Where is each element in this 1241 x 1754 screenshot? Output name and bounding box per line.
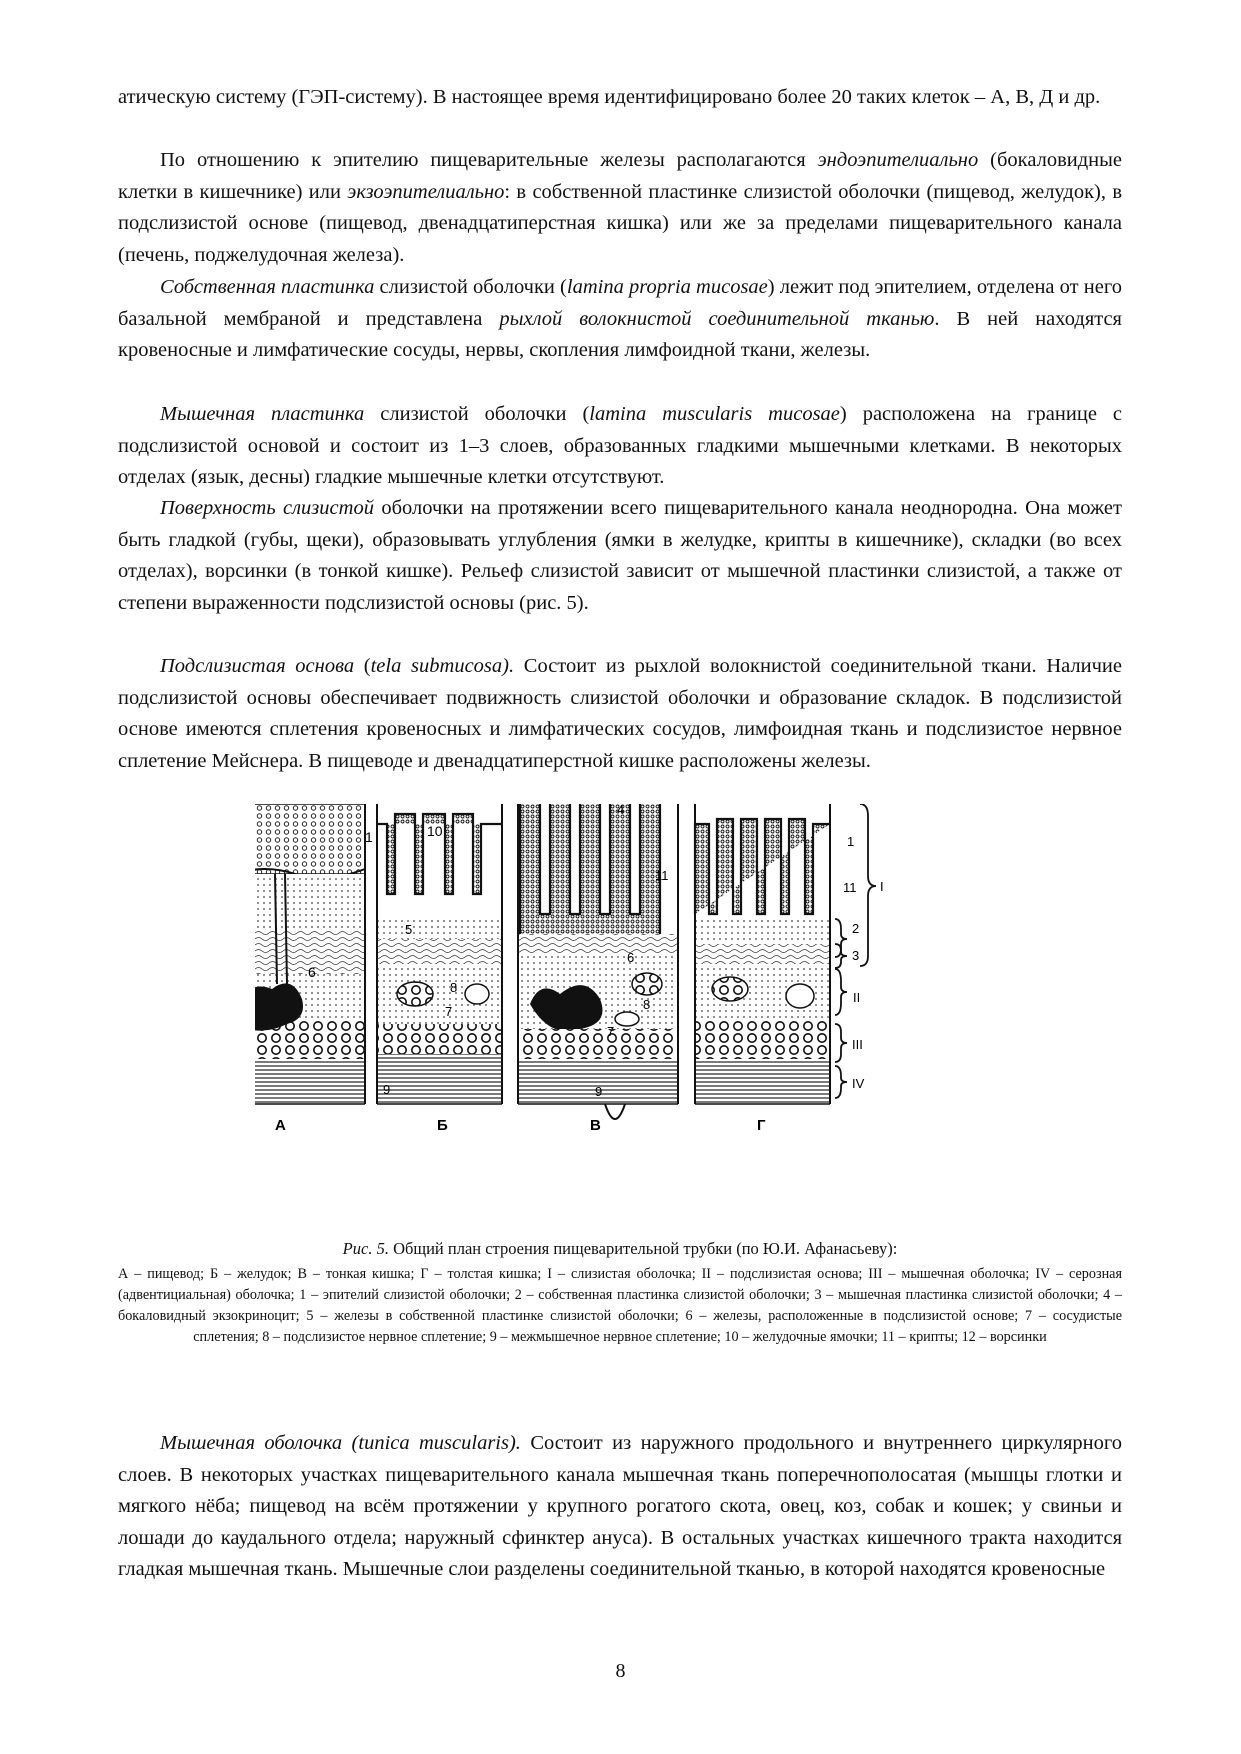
panel-a-esophagus bbox=[255, 804, 373, 1134]
paragraph-submucosa bbox=[118, 651, 1122, 777]
callout-label: 6 bbox=[308, 964, 316, 980]
panel-d-large-intestine bbox=[695, 804, 830, 1134]
paragraph-mucosa-surface bbox=[118, 493, 1122, 619]
figure-number: Рис. 5. bbox=[342, 1239, 389, 1258]
paragraph-glands-position bbox=[118, 145, 1122, 271]
callout-label: 5 bbox=[405, 922, 413, 937]
callout-label: 9 bbox=[383, 1082, 391, 1097]
paragraph-muscular-layer bbox=[118, 1428, 1122, 1586]
layer-label: 3 bbox=[852, 948, 860, 963]
italic-term: Подслизистая основа bbox=[160, 655, 355, 677]
callout-label: 4 bbox=[617, 804, 625, 817]
text-run: Состоит из наружного продольного и внутреннего циркулярного слоев. В некоторых участках пищеварительного канала мышечная ткань поперечнополосатая (мышцы глотки и мягкого нёба; пищевод на всём протяжении у крупного рогатого скота, овец, коз, собак и кошек; у свиньи и лошади до каудального отдела; наружный сфинктер ануса). В остальных участках кишечного тракта находится гладкая мышечная ткань. Мышечные слои разделены соединительной тканью, в которой находятся кровеносные bbox=[118, 1432, 1123, 1580]
text-run: По отношению к эпителию пищеварительные железы располагаются bbox=[160, 149, 818, 171]
text-run: ( bbox=[354, 655, 371, 677]
page-number: 8 bbox=[615, 1660, 626, 1682]
callout-label: 7 bbox=[607, 1024, 615, 1039]
layer-label: 1 bbox=[847, 834, 855, 849]
figure-legend: А – пищевод; Б – желудок; В – тонкая кишка; Г – толстая кишка; I – слизистая оболочка; II – подслизистая основа; III – мышечная оболочка; IV – серозная (адвентициальная) оболочка; 1 – эпителий слизистой оболочки; 2 – собственная пластинка слизистой оболочки; 3 – мышечная пластинка слизистой оболочки; 4 – бокаловидный экзокриноцит; 5 – железы в собственной пластинке слизистой оболочки; 6 – железы, расположенные в подслизистой основе; 7 – сосудистые сплетения; 8 – подслизистое нервное сплетение; 9 – межмышечное нервное сплетение; 10 – желудочные ямочки; 11 – крипты; 12 – ворсинки bbox=[118, 1266, 1122, 1345]
layer-label: 2 bbox=[852, 921, 860, 936]
text-run: ) расположена на границе с подслизистой основой и состоит из 1–3 слоев, образованных гладкими мышечными клетками. В некоторых отделах (язык, десны) гладкие мышечные клетки отсутствуют. bbox=[118, 403, 1122, 488]
paragraph-text: атическую систему (ГЭП-систему). В настоящее время идентифицировано более 20 таких клеток – А, В, Д и др. bbox=[118, 86, 1101, 108]
panel-label-a: А bbox=[275, 1117, 286, 1134]
text-run: ) лежит под эпителием, отделена от него базальной мембраной и представлена bbox=[118, 276, 1122, 330]
callout-label: 1 bbox=[365, 829, 373, 845]
text-run: оболочки на протяжении всего пищеварительного канала неоднородна. Она может быть гладкой (губы, щеки), образовывать углубления (ямки в желудке, крипты в кишечнике), складки (во всех отделах), ворсинки (в тонкой кишке). Рельеф слизистой зависит от мышечной пластинки слизистой, а также от степени выраженности подслизистой основы (рис. 5). bbox=[118, 497, 1122, 614]
callout-label: 9 bbox=[595, 1084, 603, 1099]
callout-label: 8 bbox=[643, 997, 651, 1012]
paragraph-lamina-propria bbox=[118, 272, 1122, 367]
italic-term: Собственная пластинка bbox=[160, 276, 375, 298]
layer-label: IV bbox=[852, 1076, 865, 1091]
text-run: слизистой оболочки ( bbox=[364, 403, 590, 425]
layer-label: II bbox=[853, 990, 861, 1005]
italic-term: Мышечная оболочка (tunica muscularis). bbox=[160, 1432, 521, 1454]
latin-term: lamina propria mucosae bbox=[566, 276, 768, 298]
panel-label-b: Б bbox=[437, 1117, 448, 1134]
text-run: слизистой оболочки ( bbox=[374, 276, 567, 298]
layer-label: I bbox=[880, 879, 884, 894]
text-run: Состоит из рыхлой волокнистой соединительной ткани. Наличие подслизистой основы обеспечивает подвижность слизистой оболочки и образование складок. В подслизистой основе имеются сплетения кровеносных и лимфатических сосудов, лимфоидная ткань и подслизистое нервное сплетение Мейснера. В пищеводе и двенадцатиперстной кишке расположены железы. bbox=[118, 655, 1122, 772]
italic-term: эндоэпителиально bbox=[817, 149, 979, 171]
italic-term: рыхлой волокнистой соединительной тканью bbox=[499, 307, 935, 330]
digestive-tube-figure bbox=[255, 804, 985, 1234]
layer-label: 11 bbox=[843, 880, 857, 895]
text-run: : в собственной пластинке слизистой оболочки (пищевод, желудок), в подслизистой основе (пищевод, двенадцатиперстная кишка) или же за пределами пищеварительного канала (печень, поджелудочная железа). bbox=[118, 180, 1122, 266]
text-run: (бокаловидные клетки в кишечнике) или bbox=[118, 149, 1122, 203]
panel-label-d: Г bbox=[757, 1117, 766, 1134]
panel-b-stomach bbox=[377, 804, 502, 1134]
italic-term: Мышечная пластинка bbox=[160, 403, 365, 425]
text-run: . В ней находятся кровеносные и лимфатические сосуды, нервы, скопления лимфоидной ткани, железы. bbox=[118, 307, 1122, 361]
callout-label: 7 bbox=[445, 1004, 453, 1019]
callout-label: 6 bbox=[627, 950, 635, 965]
latin-term: lamina muscularis mucosae bbox=[589, 403, 840, 425]
figure-title: Общий план строения пищеварительной трубки (по Ю.И. Афанасьеву): bbox=[388, 1239, 898, 1258]
callout-label: 11 bbox=[655, 868, 669, 883]
figure-caption-title bbox=[118, 1238, 1122, 1260]
callout-label: 8 bbox=[450, 980, 458, 995]
italic-term: Поверхность слизистой bbox=[160, 497, 374, 519]
latin-term: tela submucosa). bbox=[370, 655, 515, 677]
paragraph-ge-system bbox=[118, 82, 1122, 114]
layer-label: III bbox=[852, 1037, 863, 1052]
panel-label-c: В bbox=[590, 1117, 601, 1134]
italic-term: экзоэпителиально bbox=[347, 180, 505, 203]
paragraph-lamina-muscularis bbox=[118, 399, 1122, 494]
callout-label: 10 bbox=[427, 823, 443, 839]
